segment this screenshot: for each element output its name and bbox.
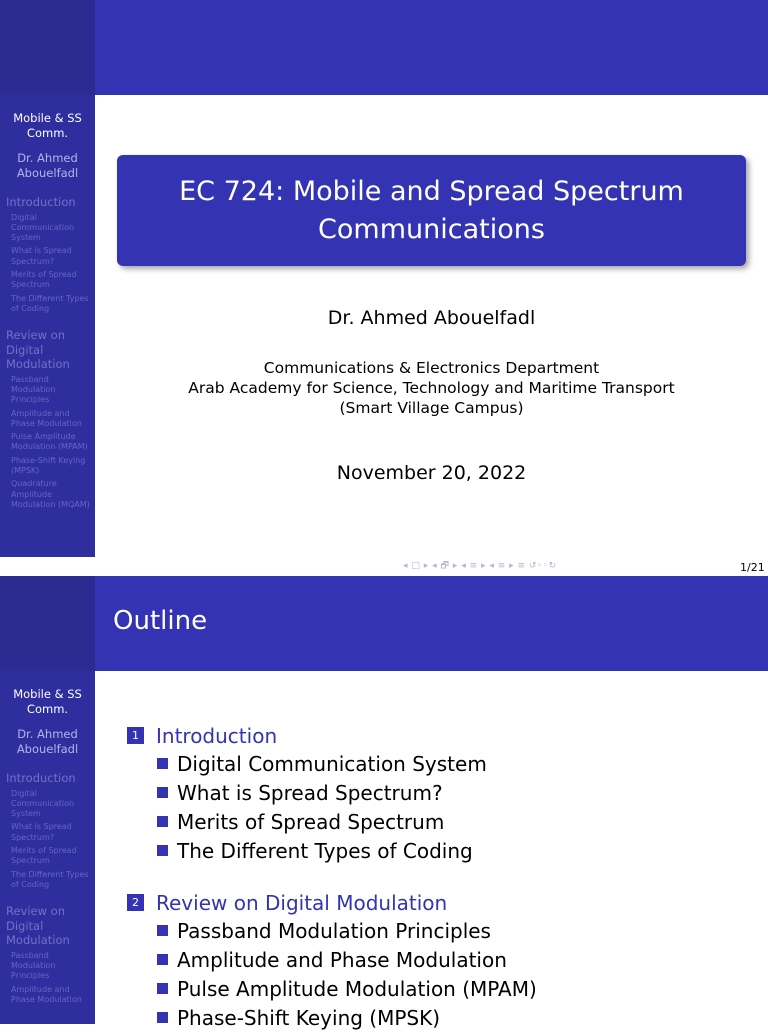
title-box [117, 155, 746, 266]
sidebar-item-amplitude-phase-modulation[interactable]: Amplitude and Phase Modulation [11, 408, 82, 428]
sidebar-corner [0, 576, 95, 671]
page-number: 1/21 [740, 561, 765, 574]
sidebar-corner [0, 0, 95, 95]
sidebar-item-amplitude-phase-modulation[interactable]: Amplitude and Phase Modulation [11, 984, 82, 1004]
outline-item-label: What is Spread Spectrum? [177, 780, 443, 805]
bullet-square-icon [157, 845, 168, 856]
outline-item[interactable] [127, 807, 747, 836]
sidebar-title[interactable]: Mobile & SS Comm. [13, 687, 82, 716]
sidebar-item-passband-modulation[interactable]: Passband Modulation Principles [11, 374, 56, 405]
bullet-square-icon [157, 758, 168, 769]
sidebar-title[interactable]: Mobile & SS Comm. [13, 111, 82, 140]
bullet-square-icon [157, 954, 168, 965]
outline-item-label: The Different Types of Coding [177, 838, 473, 863]
sidebar-item-merits-of-spread-spectrum[interactable]: Merits of Spread Spectrum [11, 269, 77, 290]
outline-item[interactable] [127, 778, 747, 807]
sidebar-item-passband-modulation[interactable]: Passband Modulation Principles [11, 950, 56, 981]
sidebar-item-what-is-spread-spectrum[interactable]: What is Spread Spectrum? [11, 822, 72, 842]
institute-line-3: (Smart Village Campus) [339, 399, 524, 417]
sidebar-item-types-of-coding[interactable]: The Different Types of Coding [11, 869, 89, 889]
outline-item-label: Digital Communication System [177, 751, 487, 776]
sidebar-section-introduction[interactable]: Introduction [6, 195, 76, 209]
presentation-date: November 20, 2022 [336, 462, 527, 484]
sidebar [0, 0, 95, 557]
section-number-badge: 1 [127, 727, 144, 744]
institute-line-1: Communications & Electronics Department [263, 359, 600, 377]
outline-item-label: Amplitude and Phase Modulation [177, 947, 507, 972]
presentation-title: EC 724: Mobile and Spread Spectrum Communications [179, 175, 684, 245]
sidebar-section-introduction[interactable]: Introduction [6, 771, 76, 785]
outline-section[interactable] [127, 889, 747, 916]
sidebar [0, 576, 95, 1024]
sidebar-item-digital-communication-system[interactable]: Digital Communication System [11, 788, 75, 819]
outline-item-label: Merits of Spread Spectrum [177, 809, 445, 834]
sidebar-item-what-is-spread-spectrum[interactable]: What is Spread Spectrum? [11, 246, 72, 266]
sidebar-author[interactable]: Dr. Ahmed Abouelfadl [16, 151, 79, 180]
outline-item[interactable] [127, 749, 747, 778]
sidebar-section-review-digital-modulation[interactable]: Review on Digital Modulation [6, 904, 70, 948]
outline-item-label: Phase-Shift Keying (MPSK) [177, 1005, 441, 1030]
outline-item[interactable] [127, 836, 747, 865]
sidebar-section-review-digital-modulation[interactable]: Review on Digital Modulation [6, 328, 70, 372]
outline-list [127, 722, 747, 1032]
outline-item[interactable] [127, 1003, 747, 1032]
sidebar-author[interactable]: Dr. Ahmed Abouelfadl [16, 727, 79, 756]
bullet-square-icon [157, 925, 168, 936]
outline-item[interactable] [127, 974, 747, 1003]
section-label: Review on Digital Modulation [156, 890, 448, 915]
outline-item-label: Pulse Amplitude Modulation (MPAM) [177, 976, 537, 1001]
section-label: Introduction [156, 723, 278, 748]
bullet-square-icon [157, 983, 168, 994]
sidebar-item-merits-of-spread-spectrum[interactable]: Merits of Spread Spectrum [11, 845, 77, 866]
bullet-square-icon [157, 816, 168, 827]
bullet-square-icon [157, 787, 168, 798]
sidebar-item-phase-shift-keying[interactable]: Phase-Shift Keying (MPSK) [11, 455, 86, 476]
header-bar [0, 0, 768, 95]
sidebar-item-pulse-amplitude-modulation[interactable]: Pulse Amplitude Modulation (MPAM) [11, 432, 88, 452]
presentation-author: Dr. Ahmed Abouelfadl [327, 307, 536, 329]
bullet-square-icon [157, 1012, 168, 1023]
slide-title: Outline [113, 606, 208, 636]
sidebar-nav [0, 111, 95, 510]
sidebar-item-digital-communication-system[interactable]: Digital Communication System [11, 212, 75, 243]
institute [117, 358, 746, 418]
section-number-badge: 2 [127, 894, 144, 911]
sidebar-nav [0, 687, 95, 1005]
outline-item[interactable] [127, 916, 747, 945]
outline-section[interactable] [127, 722, 747, 749]
outline-item-label: Passband Modulation Principles [177, 918, 491, 943]
sidebar-item-quadrature-amplitude-modulation[interactable]: Quadrature Amplitude Modulation (MQAM) [11, 479, 90, 509]
sidebar-item-types-of-coding[interactable]: The Different Types of Coding [11, 293, 89, 313]
institute-line-2: Arab Academy for Science, Technology and Maritime Transport [188, 379, 675, 397]
outline-item[interactable] [127, 945, 747, 974]
beamer-navigation-symbols[interactable]: ◂ □ ▸ ◂ 🗗 ▸ ◂ ≡ ▸ ◂ ≡ ▸ ≡ ↺◦◦↻ [403, 561, 557, 571]
